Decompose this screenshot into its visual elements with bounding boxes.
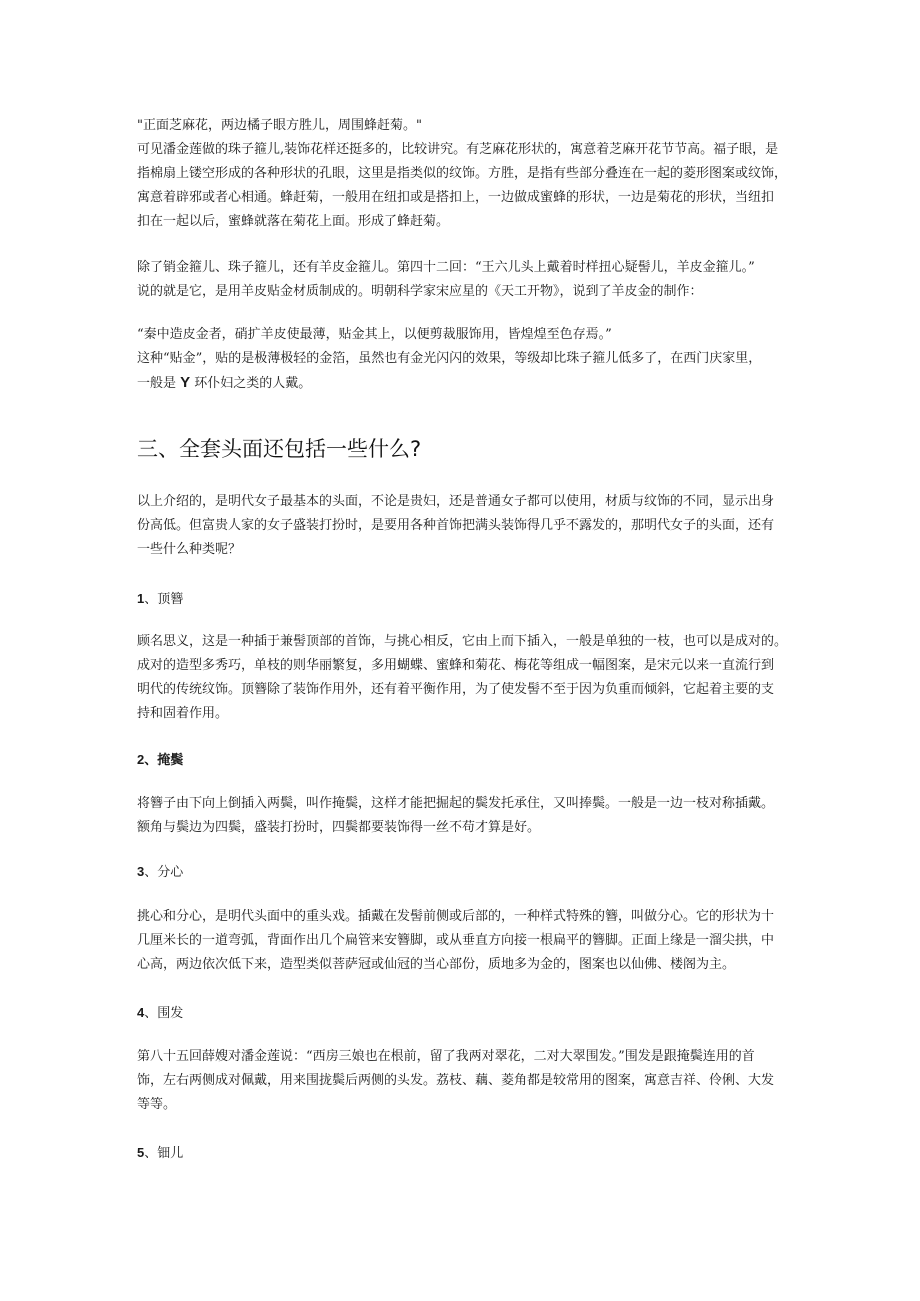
item-title: 、顶簪 [144, 592, 184, 607]
item-number: 1 [137, 591, 145, 606]
item-number: 2 [137, 752, 145, 767]
text-line: 明代的传统纹饰。顶簪除了装饰作用外，还有着平衡作用，为了使发髻不至于因为负重而倾斜，它起着主要的支 [137, 682, 775, 697]
text-line: 顾名思义，这是一种插于兼髻顶部的首饰，与挑心相反，它由上而下插入，一般是单独的一枝，也可以是成对的。 [137, 634, 788, 649]
section-heading: 三、全套头面还包括一些什么? [137, 437, 422, 461]
quote-line: "正面芝麻花，两边橘子眼方胜儿，周围蜂赶菊。" [137, 118, 422, 133]
paragraph-fenxin [137, 905, 797, 977]
item-number: 3 [137, 864, 145, 879]
paragraph-intro [137, 490, 797, 562]
item-heading-dianer [137, 1143, 537, 1164]
text-line: 以上介绍的，是明代女子最基本的头面，不论是贵妇，还是普通女子都可以使用，材质与纹饰的不同，显示出身 [137, 494, 775, 509]
item-heading-dingzan [137, 589, 537, 610]
item-title: 、掩鬓 [144, 753, 184, 768]
item-heading-weifa [137, 1003, 537, 1024]
item-number: 5 [137, 1145, 145, 1160]
paragraph-yangpi-jin [137, 256, 797, 304]
paragraph-weifa [137, 1045, 797, 1117]
paragraph-yanbin [137, 792, 797, 840]
item-heading-fenxin [137, 862, 537, 883]
item-title: 、分心 [144, 865, 184, 880]
text-line: 额角与鬓边为四鬓，盛装打扮时，四鬓都要装饰得一丝不苟才算是好。 [137, 820, 541, 835]
item-title: 、围发 [144, 1006, 184, 1021]
text-line: 成对的造型多秀巧，单枝的则华丽繁复，多用蝴蝶、蜜蜂和菊花、梅花等组成一幅图案，是宋元以来一直流行到 [137, 658, 775, 673]
text-line: 指棉扇上镂空形成的各种形状的孔眼，这里是指类似的纹饰。方胜，是指有些部分叠连在一起的菱形图案或纹饰， [137, 166, 788, 181]
text-line: 这种“贴金”，贴的是极薄极轻的金箔，虽然也有金光闪闪的效果，等级却比珠子箍儿低多了，在西门庆家里， [137, 351, 762, 366]
paragraph-zhubu-gu [137, 114, 797, 234]
text-line: 几厘米长的一道弯弧，背面作出几个扁管来安簪脚，或从垂直方向接一根扁平的簪脚。正面上缘是一溜尖拱，中 [137, 933, 775, 948]
text-line-suffix: 环仆妇之类的人戴。 [190, 376, 312, 391]
text-line: 持和固着作用。 [137, 706, 229, 721]
text-line: 心高，两边依次低下来，造型类似菩萨冠或仙冠的当心部份，质地多为金的，图案也以仙佛、楼阁为主。 [137, 957, 736, 972]
text-line: 挑心和分心，是明代头面中的重头戏。插戴在发髻前侧或后部的，一种样式特殊的簪，叫做分心。它的形状为十 [137, 909, 775, 924]
text-line: 扣在一起以后，蜜蜂就落在菊花上面。形成了蜂赶菊。 [137, 214, 450, 229]
paragraph-tiejin [137, 323, 797, 396]
text-line-prefix: 一般是 [137, 376, 181, 391]
item-heading-yanbin [137, 750, 537, 771]
item-number: 4 [137, 1005, 145, 1020]
paragraph-dingzan [137, 630, 797, 726]
text-line: 等等。 [137, 1097, 177, 1112]
text-line: 说的就是它，是用羊皮贴金材质制成的。明朝科学家宋应星的《天工开物》，说到了羊皮金的制作： [137, 284, 703, 299]
item-title: 、钿儿 [144, 1146, 184, 1161]
text-line: 将簪子由下向上倒插入两鬓，叫作掩鬓，这样才能把掘起的鬓发托承住，又叫捧鬓。一般是一边一枝对称插戴。 [137, 796, 775, 811]
quote-line: “秦中造皮金者，硝扩羊皮使最薄，贴金其上，以便剪裁服饰用，皆煌煌至色存焉。” [137, 327, 612, 342]
text-line: 寓意着辟邪或者心相通。蜂赶菊，一般用在纽扣或是搭扣上，一边做成蜜蜂的形状，一边是菊花的形状，当纽扣 [137, 190, 775, 205]
y-glyph: Y [180, 374, 191, 391]
text-line: 饰，左右两侧成对佩戴，用来围拢鬓后两侧的头发。荔枝、藕、菱角都是较常用的图案，寓意吉祥、伶俐、大发 [137, 1073, 775, 1088]
text-line: 份高低。但富贵人家的女子盛装打扮时，是要用各种首饰把满头装饰得几乎不露发的，那明代女子的头面，还有 [137, 518, 775, 533]
text-line: 一些什么种类呢？ [137, 542, 242, 557]
text-line: 除了销金箍儿、珠子箍儿，还有羊皮金箍儿。第四十二回：“王六儿头上戴着时样扭心疑髻儿，羊皮金箍儿。” [137, 260, 755, 275]
text-line: 可见潘金莲做的珠子箍儿,装饰花样还挺多的，比较讲究。有芝麻花形状的，寓意着芝麻开花节节高。福子眼，是 [137, 142, 779, 157]
text-line: 第八十五回薛嫂对潘金莲说：“西房三娘也在根前，留了我两对翠花，二对大翠围发。”围发是跟掩鬓连用的首 [137, 1049, 755, 1064]
